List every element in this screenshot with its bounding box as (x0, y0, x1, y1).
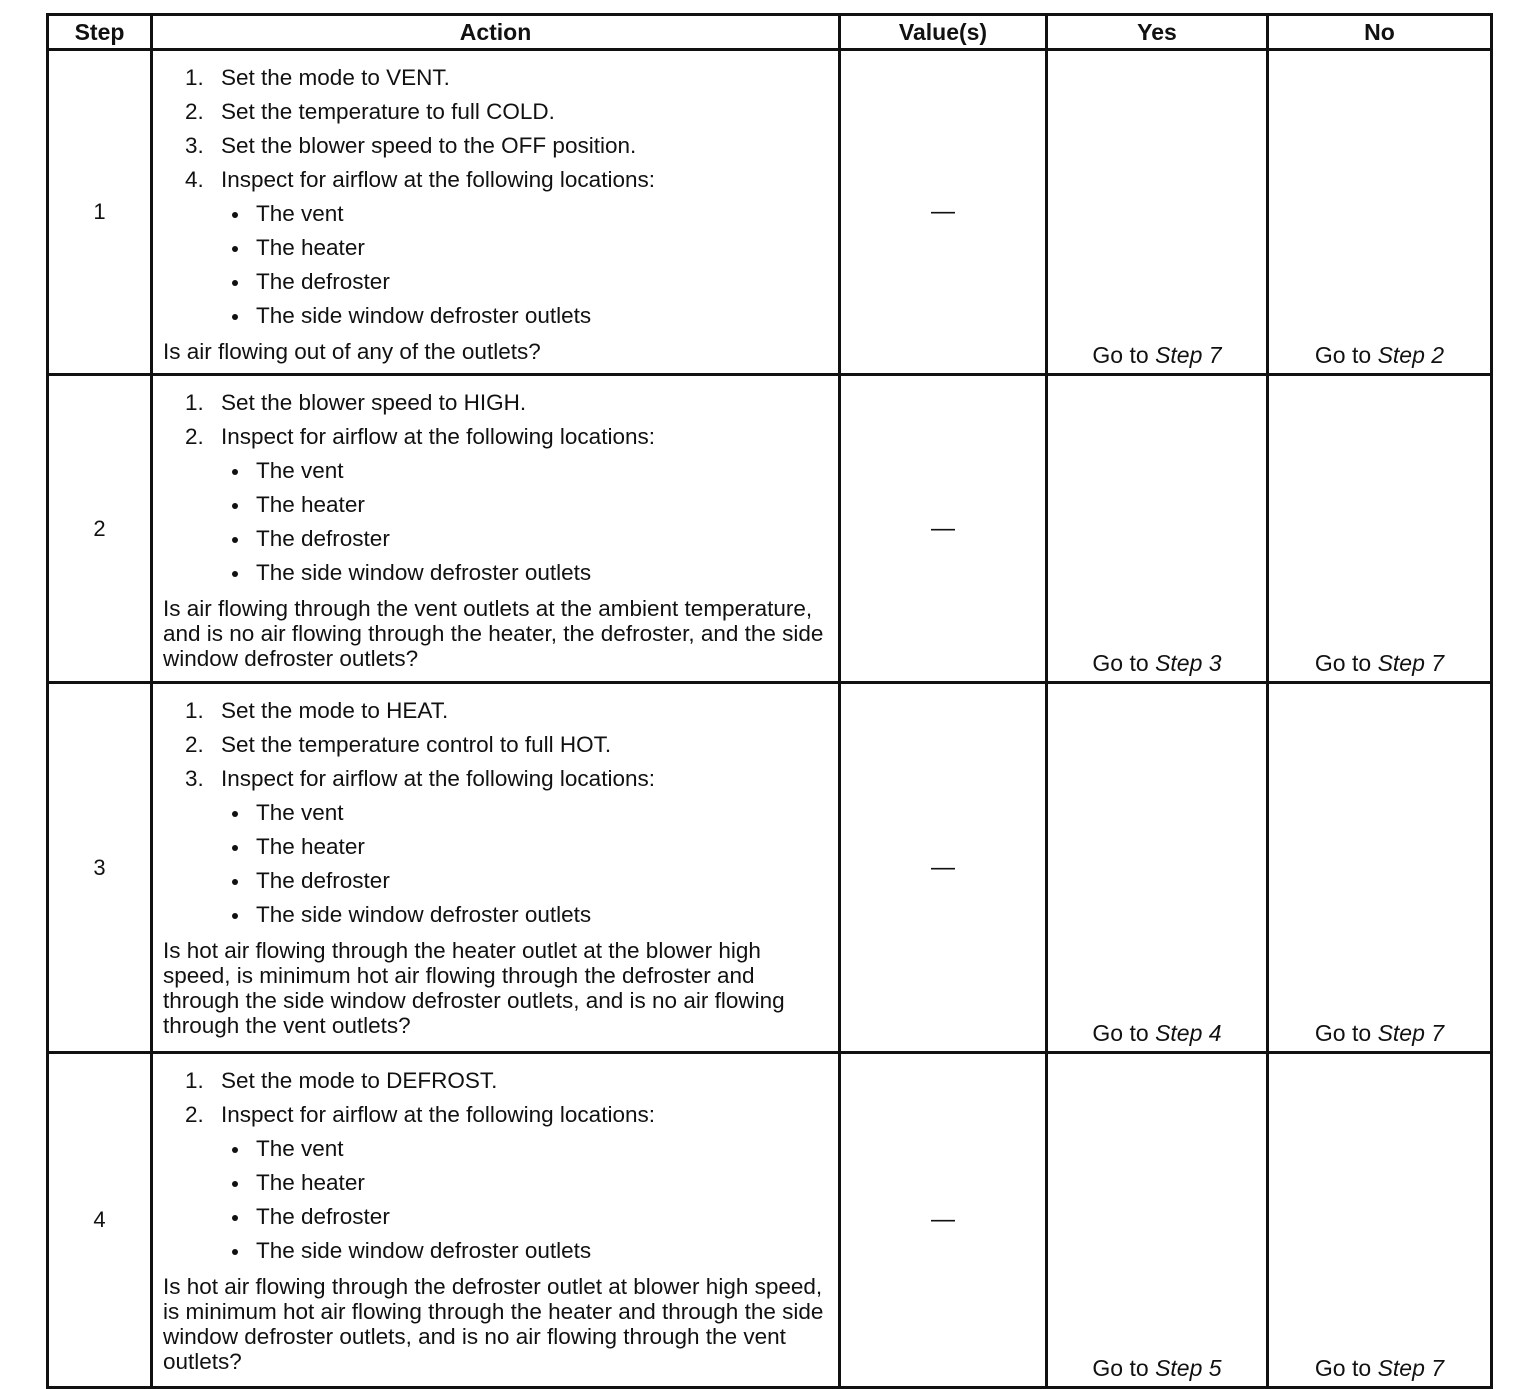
no-cell: Go to Step 7 (1268, 375, 1492, 683)
instruction-list (163, 61, 832, 197)
step-number: 2 (48, 375, 152, 683)
instruction-item: 2. Inspect for airflow at the following locations: (185, 424, 655, 449)
no-step-link[interactable]: Step 7 (1377, 1355, 1445, 1381)
step-number: 1 (48, 50, 152, 375)
instruction-item: 1. Set the blower speed to HIGH. (185, 390, 527, 415)
location-item: The vent (163, 1132, 832, 1166)
bullet-icon (232, 1147, 238, 1153)
location-item: The side window defroster outlets (163, 299, 832, 333)
instruction-item: 2. Set the temperature to full COLD. (185, 99, 555, 124)
instruction-item: 2. Set the temperature control to full HOT. (185, 732, 612, 757)
instruction-item: 2. Inspect for airflow at the following locations: (185, 1102, 655, 1127)
action-cell (152, 50, 840, 375)
bullet-icon (232, 1249, 238, 1255)
bullet-icon (232, 1181, 238, 1187)
location-list (163, 1132, 832, 1268)
yes-cell: Go to Step 4 (1047, 683, 1268, 1053)
value-cell: — (840, 50, 1047, 375)
table-row (48, 375, 1492, 683)
bullet-icon (232, 537, 238, 543)
instruction-item: 3. Inspect for airflow at the following locations: (185, 766, 655, 791)
location-item: The heater (163, 830, 832, 864)
location-list (163, 197, 832, 333)
bullet-icon (232, 845, 238, 851)
instruction-item: 1. Set the mode to HEAT. (185, 698, 449, 723)
bullet-icon (232, 280, 238, 286)
action-cell (152, 683, 840, 1053)
diagnostic-table (46, 13, 1493, 1389)
bullet-icon (232, 212, 238, 218)
table-row (48, 50, 1492, 375)
question-text: Is hot air flowing through the defroster outlet at blower high speed, is minimum hot air flowing through the heater and through the side window defroster outlets, and is no air flowing through the vent outlets? (163, 1274, 824, 1374)
yes-step-link[interactable]: Step 7 (1155, 342, 1222, 368)
no-cell: Go to Step 7 (1268, 683, 1492, 1053)
location-item: The defroster (163, 265, 832, 299)
yes-step-link[interactable]: Step 3 (1155, 650, 1222, 676)
location-item: The vent (163, 796, 832, 830)
header-action: Action (152, 15, 840, 50)
location-item: The side window defroster outlets (163, 556, 832, 590)
location-item: The defroster (163, 1200, 832, 1234)
instruction-list (163, 1064, 832, 1132)
instruction-item: 1. Set the mode to VENT. (185, 65, 450, 90)
instruction-list (163, 386, 832, 454)
location-item: The heater (163, 488, 832, 522)
step-number: 3 (48, 683, 152, 1053)
yes-step-link[interactable]: Step 5 (1155, 1355, 1222, 1381)
header-no: No (1268, 15, 1492, 50)
location-item: The vent (163, 197, 832, 231)
header-values: Value(s) (840, 15, 1047, 50)
no-step-link[interactable]: Step 7 (1377, 650, 1445, 676)
yes-cell: Go to Step 5 (1047, 1053, 1268, 1388)
no-cell: Go to Step 2 (1268, 50, 1492, 375)
action-cell (152, 1053, 840, 1388)
question-text: Is air flowing through the vent outlets at the ambient temperature, and is no air flowing through the heater, the defroster, and the side window defroster outlets? (163, 596, 824, 671)
yes-cell: Go to Step 3 (1047, 375, 1268, 683)
bullet-icon (232, 314, 238, 320)
location-item: The vent (163, 454, 832, 488)
location-list (163, 454, 832, 590)
instruction-item: 3. Set the blower speed to the OFF position. (185, 133, 637, 158)
no-step-link[interactable]: Step 7 (1377, 1020, 1445, 1046)
value-cell: — (840, 1053, 1047, 1388)
bullet-icon (232, 503, 238, 509)
bullet-icon (232, 913, 238, 919)
location-item: The heater (163, 1166, 832, 1200)
location-item: The side window defroster outlets (163, 1234, 832, 1268)
value-cell: — (840, 375, 1047, 683)
no-step-link[interactable]: Step 2 (1377, 342, 1445, 368)
action-cell (152, 375, 840, 683)
location-list (163, 796, 832, 932)
question-text: Is hot air flowing through the heater outlet at the blower high speed, is minimum hot air flowing through the defroster and through the side window defroster outlets, and is no air flowing through the vent outlets? (163, 938, 785, 1038)
bullet-icon (232, 571, 238, 577)
value-cell: — (840, 683, 1047, 1053)
location-item: The defroster (163, 864, 832, 898)
no-cell: Go to Step 7 (1268, 1053, 1492, 1388)
instruction-item: 4. Inspect for airflow at the following locations: (185, 167, 655, 192)
bullet-icon (232, 1215, 238, 1221)
instruction-list (163, 694, 832, 796)
question-text: Is air flowing out of any of the outlets? (163, 339, 541, 364)
bullet-icon (232, 469, 238, 475)
step-number: 4 (48, 1053, 152, 1388)
location-item: The side window defroster outlets (163, 898, 832, 932)
table-row (48, 1053, 1492, 1388)
header-step: Step (48, 15, 152, 50)
location-item: The heater (163, 231, 832, 265)
yes-cell: Go to Step 7 (1047, 50, 1268, 375)
bullet-icon (232, 811, 238, 817)
location-item: The defroster (163, 522, 832, 556)
yes-step-link[interactable]: Step 4 (1155, 1020, 1222, 1046)
instruction-item: 1. Set the mode to DEFROST. (185, 1068, 498, 1093)
table-row (48, 683, 1492, 1053)
bullet-icon (232, 879, 238, 885)
header-yes: Yes (1047, 15, 1268, 50)
bullet-icon (232, 246, 238, 252)
header-row (48, 15, 1492, 50)
